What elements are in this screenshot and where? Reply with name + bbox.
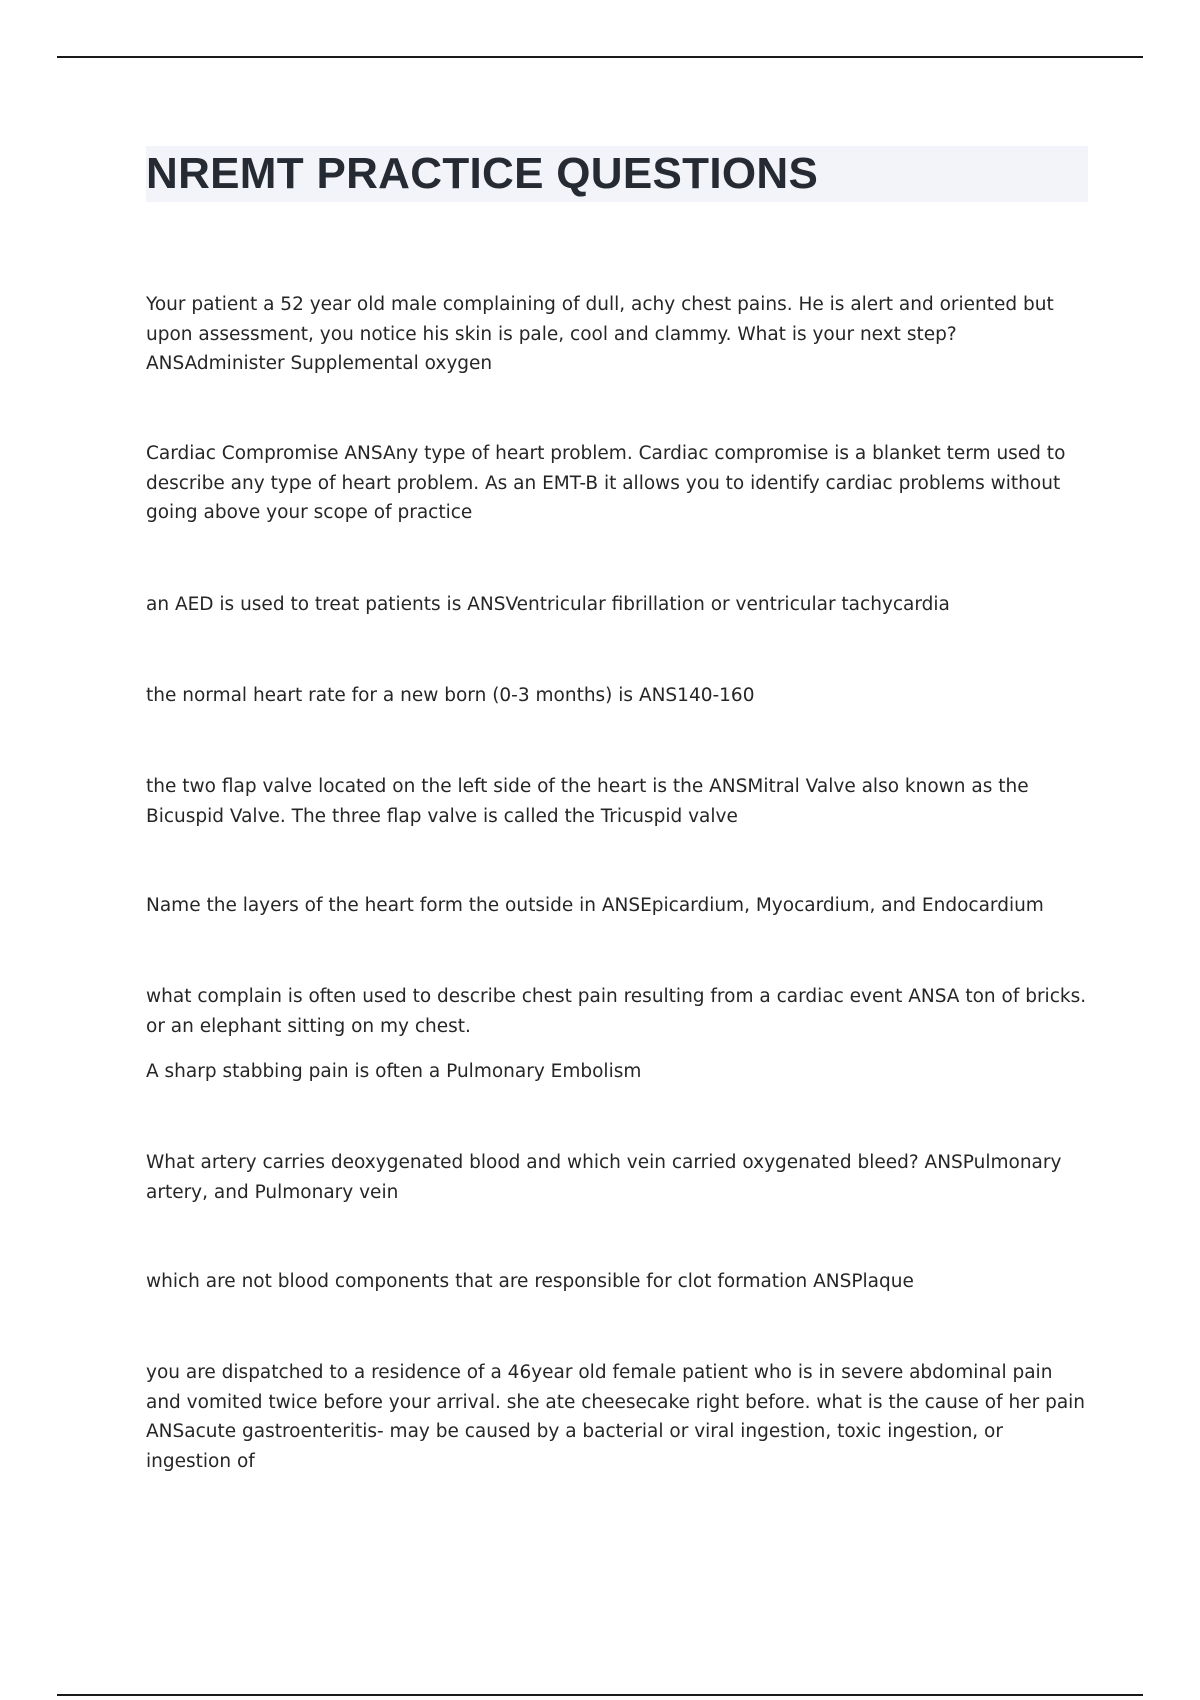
qa-entry-11: you are dispatched to a residence of a 46year old female patient who is in severe abdominal pain and vomited twice before your arrival. she ate cheesecake right before. what is the cause of her pain ANSacute gastroenteritis- may be caused by a bacterial or viral ingestion, toxic ingestion, or ingestion of bbox=[146, 1362, 1086, 1472]
qa-entry-3: an AED is used to treat patients is ANSVentricular fibrillation or ventricular tachycardia bbox=[146, 594, 950, 615]
page-title: NREMT PRACTICE QUESTIONS bbox=[146, 149, 819, 198]
bottom-rule bbox=[57, 1694, 1143, 1696]
qa-entry-7: what complain is often used to describe chest pain resulting from a cardiac event ANSA ton of bricks. or an elephant sitting on my chest. bbox=[146, 986, 1087, 1037]
qa-entry-5: the two flap valve located on the left side of the heart is the ANSMitral Valve also known as the Bicuspid Valve. The three flap valve is called the Tricuspid valve bbox=[146, 776, 1029, 827]
top-rule bbox=[57, 56, 1143, 58]
qa-entry-1: Your patient a 52 year old male complaining of dull, achy chest pains. He is alert and oriented but upon assessment, you notice his skin is pale, cool and clammy. What is your next step? ANSAdminister Supplemental oxygen bbox=[146, 294, 1054, 374]
qa-entry-9: What artery carries deoxygenated blood and which vein carried oxygenated bleed? ANSPulmonary artery, and Pulmonary vein bbox=[146, 1152, 1062, 1203]
qa-entry-8: A sharp stabbing pain is often a Pulmonary Embolism bbox=[146, 1061, 642, 1082]
qa-entry-2: Cardiac Compromise ANSAny type of heart problem. Cardiac compromise is a blanket term used to describe any type of heart problem. As an EMT-B it allows you to identify cardiac problems without going above your scope of practice bbox=[146, 443, 1066, 523]
qa-entry-6: Name the layers of the heart form the outside in ANSEpicardium, Myocardium, and Endocardium bbox=[146, 895, 1044, 916]
qa-entry-4: the normal heart rate for a new born (0-3 months) is ANS140-160 bbox=[146, 685, 755, 706]
qa-entry-10: which are not blood components that are responsible for clot formation ANSPlaque bbox=[146, 1271, 914, 1292]
